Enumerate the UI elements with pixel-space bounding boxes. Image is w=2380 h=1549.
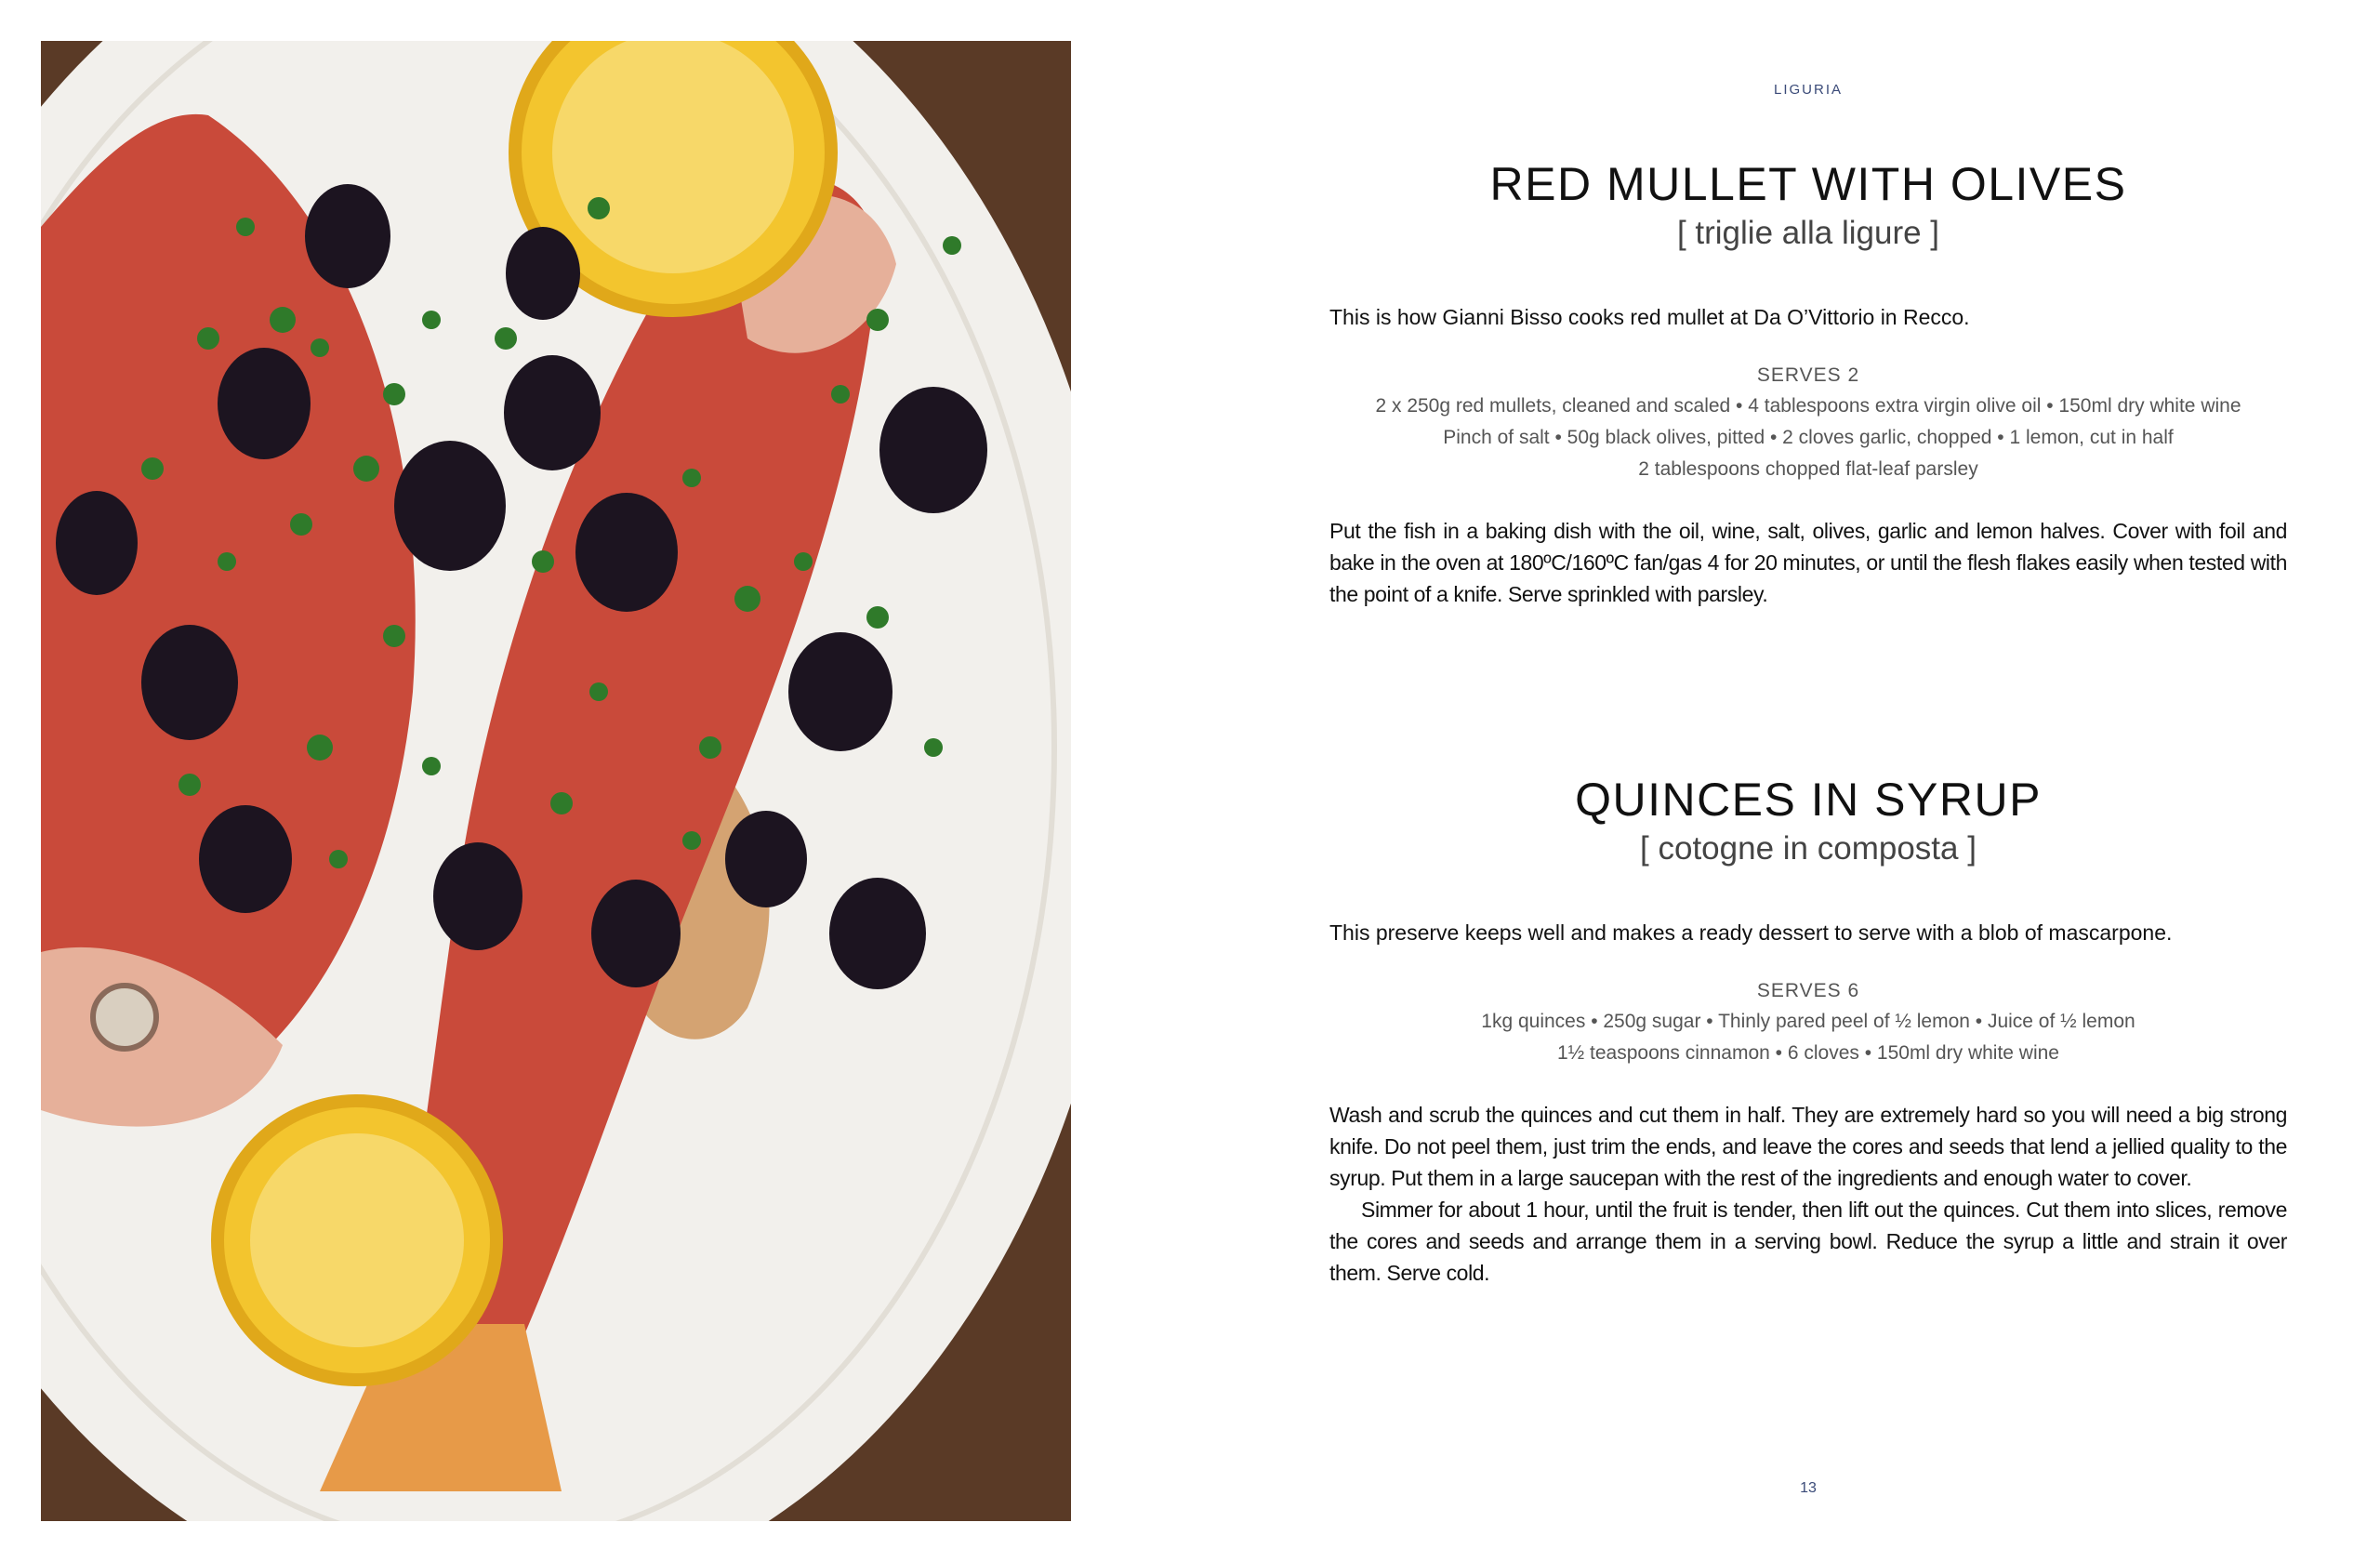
recipe-title: QUINCES IN SYRUP — [1575, 774, 2042, 826]
recipe-page — [1329, 0, 2287, 1549]
page-number: 13 — [1800, 1480, 1817, 1496]
method-paragraph: Put the fish in a baking dish with the oil, wine, salt, olives, garlic and lemon halves. Cover with foil and bake in the oven at 180ºC/160ºC fan/gas 4 for 20 minutes, or until the flesh flakes easily when tested with the point of a knife. Serve sprinkled with parsley. — [1329, 519, 2287, 606]
red-mullet-photo-illustration — [41, 41, 1071, 1521]
method-paragraph: Simmer for about 1 hour, until the fruit is tender, then lift out the quinces. Cut them into slices, remove the cores and seeds and arrange them in a serving bowl. Reduce the syrup a little and strain it over them. Serve cold. — [1329, 1198, 2287, 1285]
fish-eye-left — [93, 986, 156, 1049]
method-text — [1329, 1099, 2287, 1289]
ingredients-line: 1kg quinces • 250g sugar • Thinly pared peel of ½ lemon • Juice of ½ lemon — [1481, 1011, 2135, 1032]
recipe-quinces — [1329, 772, 2287, 1289]
ingredients-line: 2 tablespoons chopped flat-leaf parsley — [1638, 458, 1978, 480]
lemon-flesh-top — [552, 41, 794, 273]
ingredients-line: 2 x 250g red mullets, cleaned and scaled • 4 tablespoons extra virgin olive oil • 150ml dry white wine — [1375, 395, 2241, 417]
ingredients-line: 1½ teaspoons cinnamon • 6 cloves • 150ml dry white wine — [1557, 1042, 2059, 1064]
ingredients-list — [1329, 391, 2287, 485]
recipe-subtitle: [ triglie alla ligure ] — [1676, 215, 1940, 251]
serves-label: SERVES 2 — [1756, 364, 1860, 386]
serves-label: SERVES 6 — [1756, 980, 1860, 1001]
recipe-photo — [41, 41, 1071, 1521]
recipe-title: RED MULLET WITH OLIVES — [1489, 158, 2127, 210]
recipe-intro: This preserve keeps well and makes a ready dessert to serve with a blob of mascarpone. — [1329, 920, 2173, 945]
recipe-red-mullet — [1329, 156, 2287, 610]
recipe-intro: This is how Gianni Bisso cooks red mullet at Da O’Vittorio in Recco. — [1329, 305, 1970, 329]
recipe-subtitle: [ cotogne in composta ] — [1640, 830, 1977, 867]
method-paragraph: Wash and scrub the quinces and cut them in half. They are extremely hard so you will need a big strong knife. Do not peel them, just trim the ends, and leave the cores and seeds that lend a jellied quality to the syrup. Put them in a large saucepan with the rest of the ingredients and enough water to cover. — [1329, 1103, 2287, 1190]
ingredients-line: Pinch of salt • 50g black olives, pitted • 2 cloves garlic, chopped • 1 lemon, cut in half — [1443, 427, 2174, 448]
running-head: LIGURIA — [1773, 82, 1843, 98]
method-text — [1329, 515, 2287, 610]
lemon-flesh-bottom — [250, 1133, 464, 1347]
ingredients-list — [1329, 1006, 2287, 1069]
